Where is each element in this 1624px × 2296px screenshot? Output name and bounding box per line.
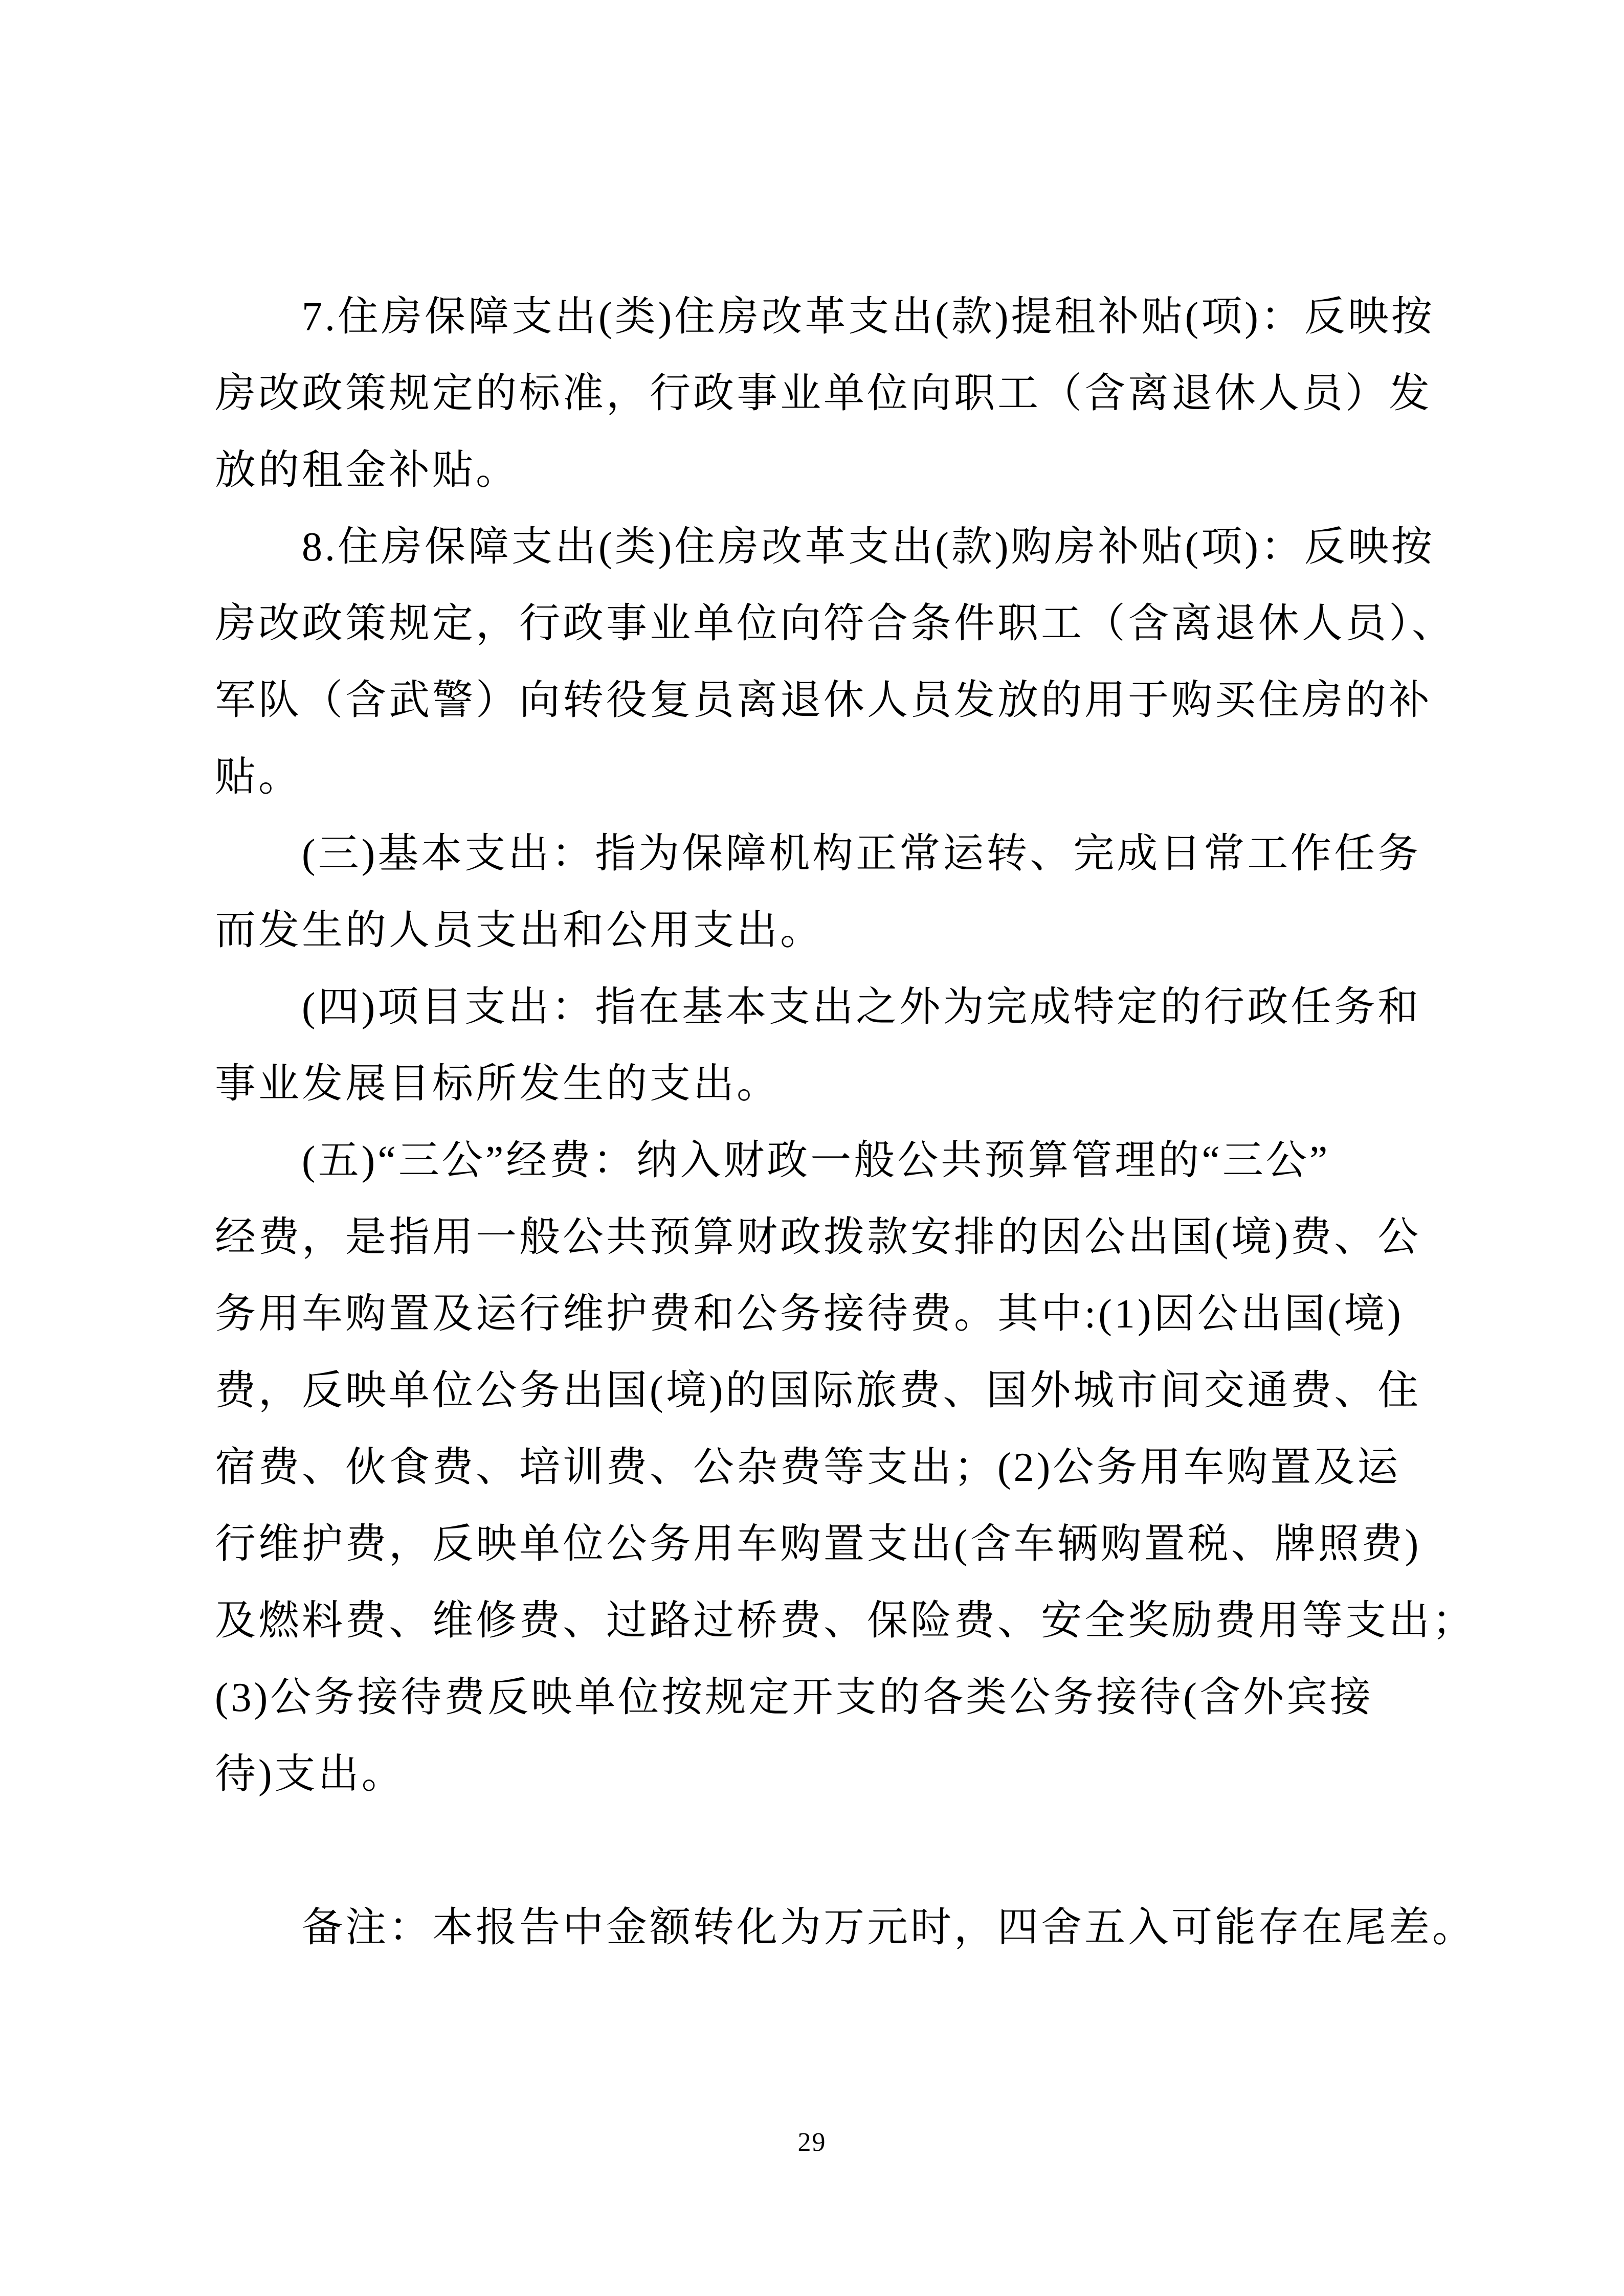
text-line: 宿费、伙食费、培训费、公杂费等支出；(2)公务用车购置及运	[215, 1445, 1401, 1490]
text-line: 务用车购置及运行维护费和公务接待费。其中:(1)因公出国(境)	[215, 1292, 1404, 1337]
document-body	[215, 279, 1476, 1966]
text-line: 及燃料费、维修费、过路过桥费、保险费、安全奖励费用等支出；	[215, 1599, 1476, 1644]
text-line: 贴。	[215, 755, 302, 800]
text-line: (四)项目支出：指在基本支出之外为完成特定的行政任务和	[302, 985, 1421, 1030]
text-line: 房改政策规定，行政事业单位向符合条件职工（含离退休人员）、	[215, 601, 1455, 646]
text-line: 费，反映单位公务出国(境)的国际旅费、国外城市间交通费、住	[215, 1368, 1421, 1413]
text-line: 放的租金补贴。	[215, 448, 519, 493]
page-number: 29	[797, 2128, 827, 2157]
text-line: 经费，是指用一般公共预算财政拨款安排的因公出国(境)费、公	[215, 1215, 1421, 1260]
text-line: 8.住房保障支出(类)住房改革支出(款)购房补贴(项)：反映按	[302, 525, 1435, 570]
text-line: 行维护费，反映单位公务用车购置支出(含车辆购置税、牌照费)	[215, 1522, 1421, 1567]
note-line: 备注：本报告中金额转化为万元时，四舍五入可能存在尾差。	[302, 1905, 1476, 1950]
text-line: (三)基本支出：指为保障机构正常运转、完成日常工作任务	[302, 831, 1421, 876]
text-line: 房改政策规定的标准，行政事业单位向职工（含离退休人员）发	[215, 371, 1432, 416]
text-line: 事业发展目标所发生的支出。	[215, 1062, 780, 1107]
text-line: 7.住房保障支出(类)住房改革支出(款)提租补贴(项)：反映按	[302, 295, 1435, 340]
text-line: 军队（含武警）向转役复员离退休人员发放的用于购买住房的补	[215, 678, 1432, 723]
text-line: (3)公务接待费反映单位按规定开支的各类公务接待(含外宾接	[215, 1675, 1373, 1720]
text-line: 而发生的人员支出和公用支出。	[215, 908, 824, 953]
text-line: 待)支出。	[215, 1752, 405, 1797]
text-line: (五)“三公”经费：纳入财政一般公共预算管理的“三公”	[302, 1138, 1330, 1183]
